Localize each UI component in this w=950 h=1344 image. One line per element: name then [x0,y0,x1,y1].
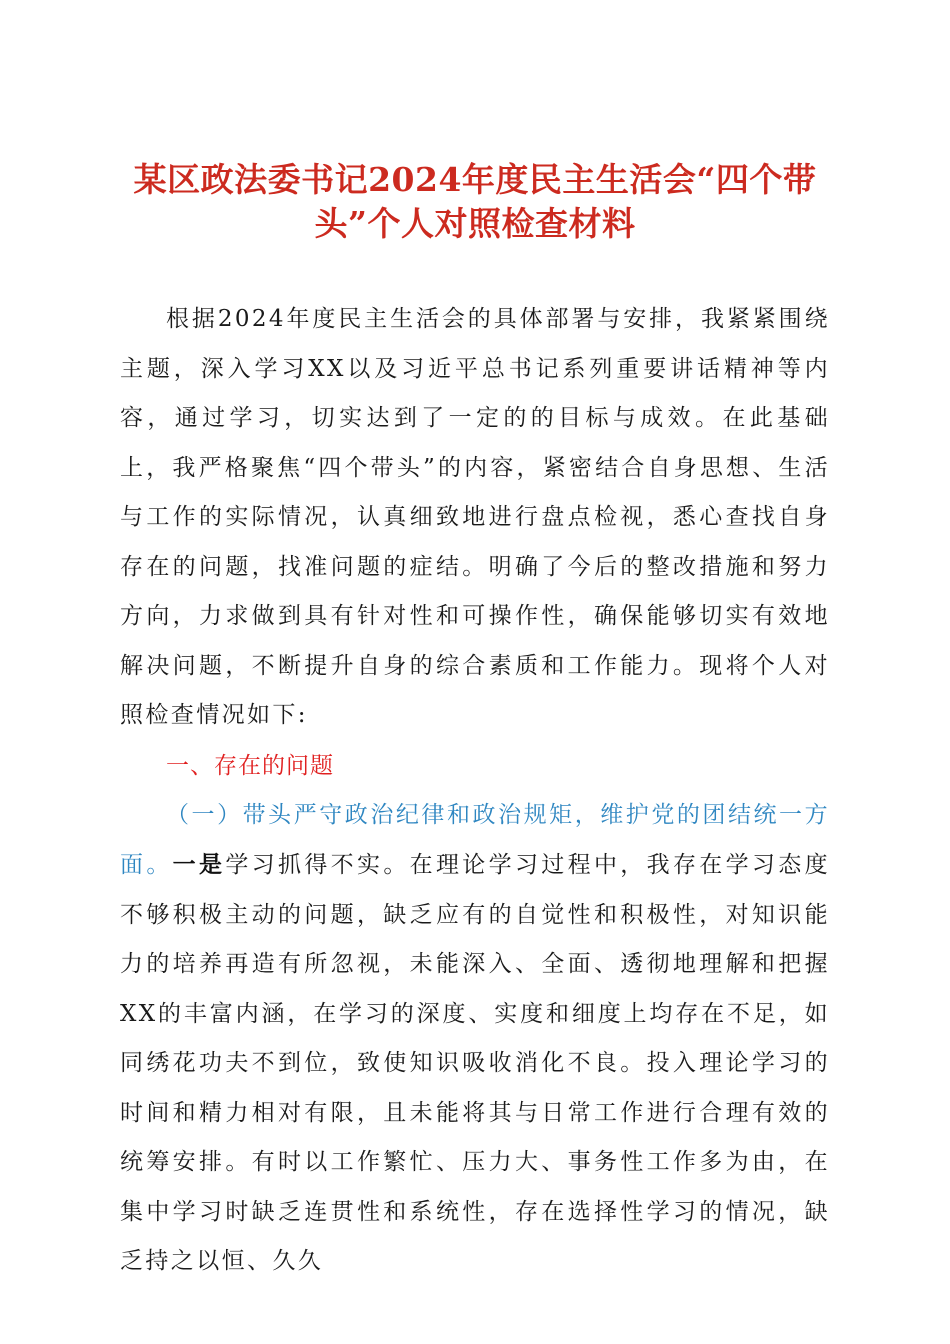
document-page [120,158,830,1287]
subsection-heading: （一）带头严守政治纪律和政治规矩，维护党的团结统一方面。 [120,801,830,878]
intro-paragraph: 根据2024年度民主生活会的具体部署与安排，我紧紧围绕主题，深入学习XX以及习近平总书记系列重要讲话精神等内容，通过学习，切实达到了一定的的目标与成效。在此基础上，我严格聚焦“四个带头”的内容，紧密结合自身思想、生活与工作的实际情况，认真细致地进行盘点检视，悉心查找自身存在的问题，找准问题的症结。明确了今后的整改措施和努力方向，力求做到具有针对性和可操作性，确保能够切实有效地解决问题，不断提升自身的综合素质和工作能力。现将个人对照检查情况如下: [120,306,830,728]
point-text: 学习抓得不实。在理论学习过程中，我存在学习态度不够积极主动的问题，缺乏应有的自觉性和积极性，对知识能力的培养再造有所忽视，未能深入、全面、透彻地理解和把握XX的丰富内涵，在学习的深度、实度和细度上均存在不足，如同绣花功夫不到位，致使知识吸收消化不良。投入理论学习的时间和精力相对有限，且未能将其与日常工作进行合理有效的统筹安排。有时以工作繁忙、压力大、事务性工作多为由，在集中学习时缺乏连贯性和系统性，存在选择性学习的情况，缺乏持之以恒、久久 [120,852,830,1274]
document-title: 某区政法委书记2024年度民主生活会“四个带头”个人对照检查材料 [133,160,817,243]
section-heading-problems: 一、存在的问题 [166,752,334,779]
point-lead: 一是 [172,851,226,878]
subsection-paragraph [120,791,830,1287]
